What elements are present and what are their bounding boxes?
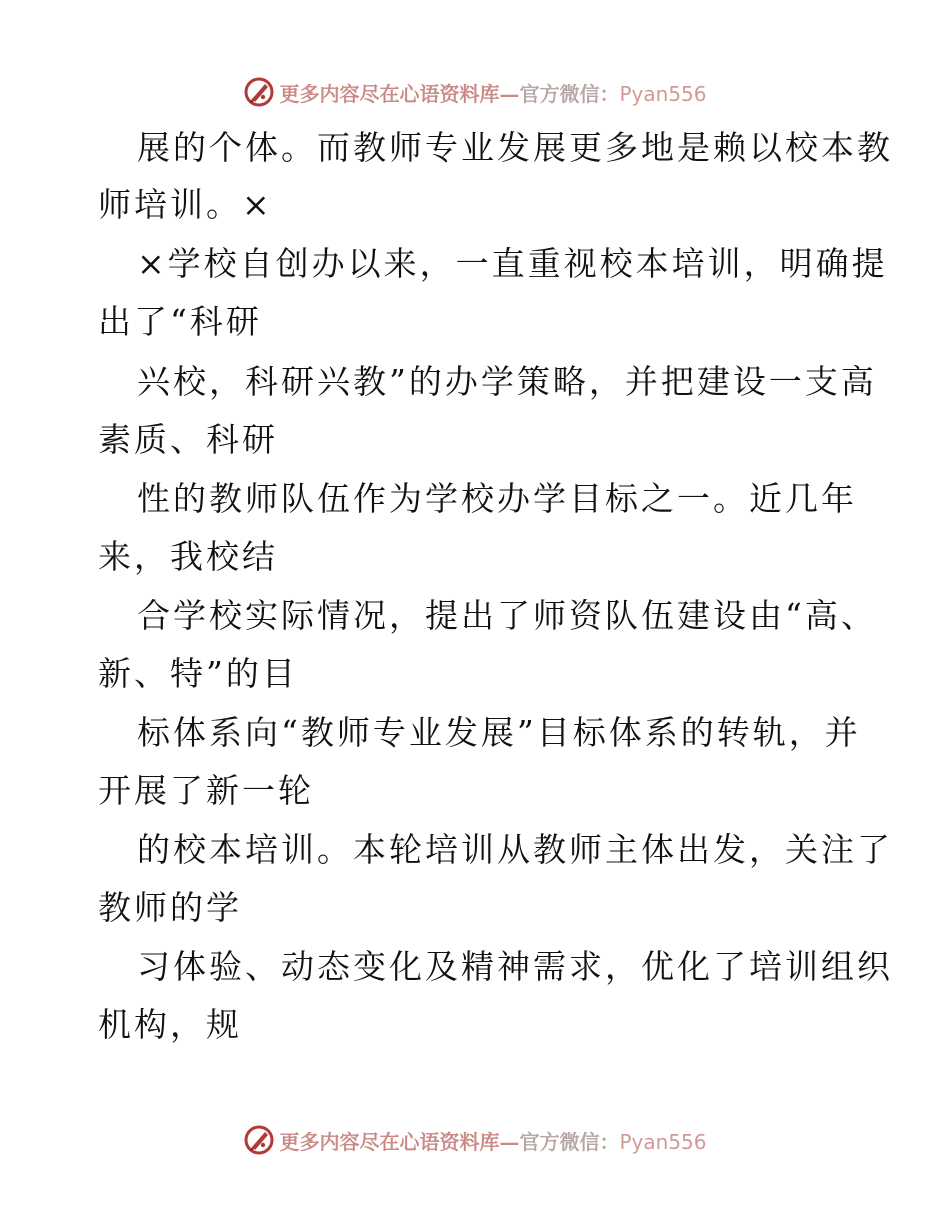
body-line: 兴校，科研兴教”的办学策略，并把建设一支高 bbox=[137, 362, 877, 401]
watermark-wechat-id: Pyan556 bbox=[619, 81, 707, 106]
body-line: 性的教师队伍作为学校办学目标之一。近几年 bbox=[137, 479, 857, 518]
body-line: 素质、科研 bbox=[98, 420, 278, 459]
body-line: 新、特”的目 bbox=[98, 654, 298, 693]
watermark-official: 官方微信： bbox=[519, 1129, 620, 1154]
body-line: 出了“科研 bbox=[98, 302, 262, 341]
watermark-official: 官方微信： bbox=[519, 81, 620, 106]
watermark-main: 更多内容尽在心语资料库— bbox=[279, 81, 520, 106]
body-line: 标体系向“教师专业发展”目标体系的转轨，并 bbox=[137, 713, 861, 752]
body-line: 展的个体。而教师专业发展更多地是赖以校本教 bbox=[137, 128, 893, 167]
body-line: 机构，规 bbox=[98, 1005, 242, 1044]
body-line: 师培训。× bbox=[98, 185, 273, 224]
body-line: 习体验、动态变化及精神需求，优化了培训组织 bbox=[137, 947, 893, 986]
watermark-main: 更多内容尽在心语资料库— bbox=[279, 1129, 520, 1154]
body-line: 的校本培训。本轮培训从教师主体出发，关注了 bbox=[137, 830, 893, 869]
body-line: 开展了新一轮 bbox=[98, 771, 314, 810]
watermark-text bbox=[279, 1126, 706, 1155]
pen-logo-icon bbox=[243, 1124, 275, 1156]
watermark-wechat-id: Pyan556 bbox=[619, 1129, 707, 1154]
body-line: 来，我校结 bbox=[98, 537, 278, 576]
body-line: 教师的学 bbox=[98, 888, 242, 927]
body-line: 合学校实际情况，提出了师资队伍建设由“高、 bbox=[137, 596, 877, 635]
footer-watermark bbox=[0, 1120, 950, 1160]
body-line: ×学校自创办以来，一直重视校本培训，明确提 bbox=[137, 244, 888, 283]
